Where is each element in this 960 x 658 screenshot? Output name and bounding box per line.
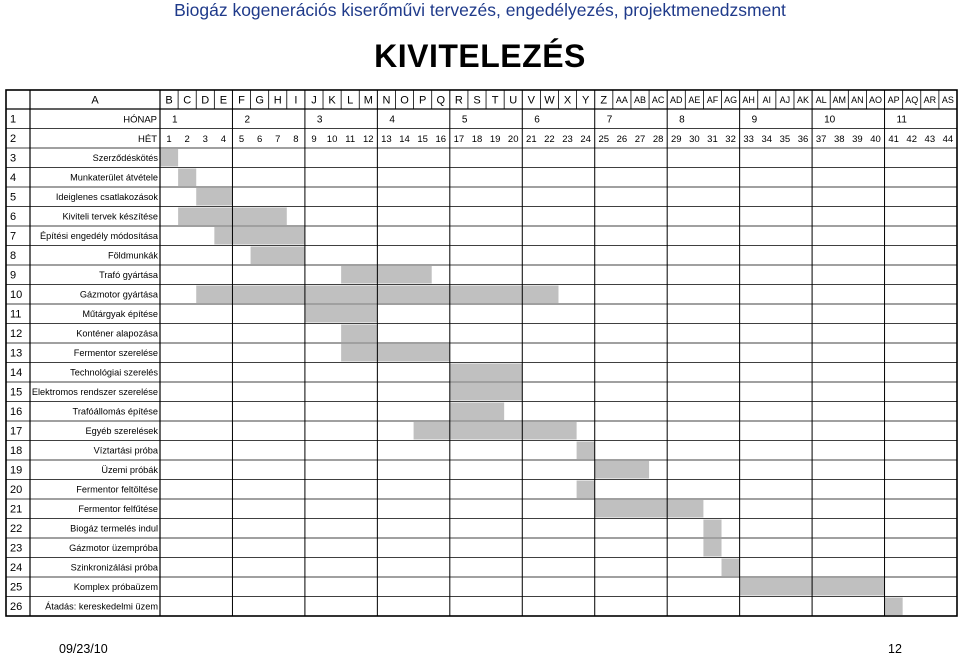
month-number: 1 [172,114,178,126]
gantt-bar [595,461,649,479]
column-letter: K [328,94,336,107]
column-letter: C [183,94,192,107]
column-letter: AO [868,94,882,105]
row-number: 1 [10,113,17,126]
row-number: 20 [10,484,23,497]
column-letter: S [473,94,481,107]
task-name: Szinkronizálási próba [70,562,158,573]
task-name: Földmunkák [107,250,158,261]
month-number: 3 [316,114,323,126]
week-number: 16 [435,133,447,145]
week-number: 31 [707,133,718,145]
row-number: 23 [10,542,23,555]
column-letter: A [91,94,99,107]
row-number: 26 [10,601,23,614]
week-number: 27 [634,133,646,145]
column-letter: J [311,94,317,107]
task-name: Gázmotor üzempróba [69,543,158,554]
week-number: 7 [275,133,281,145]
month-number: 10 [824,114,836,126]
footer-page-number: 12 [888,642,902,656]
row-number: 13 [10,347,23,360]
gantt-bar [178,169,196,187]
column-letter: AR [923,94,937,105]
column-letter: P [418,94,427,107]
week-number: 9 [311,133,317,145]
week-number: 38 [833,133,845,145]
task-name: Egyéb szerelések [85,426,158,437]
column-letter: O [400,94,409,107]
task-name: Víztartási próba [93,445,158,456]
column-letter: AB [634,94,647,105]
week-number: 24 [580,133,591,145]
gantt-bar [450,403,504,421]
row-label-het: HÉT [138,133,157,145]
column-letter: M [363,94,373,107]
week-number: 3 [202,133,208,145]
week-number: 25 [598,133,610,145]
task-name: Fermentor szerelése [73,348,158,359]
task-name: Trafó gyártása [99,270,158,281]
task-name: Gázmotor gyártása [79,289,158,300]
column-letter: AP [887,94,900,105]
week-number: 43 [924,133,936,145]
week-number: 32 [725,133,736,145]
week-number: 44 [942,133,954,145]
task-name: Fermentor felfűtése [78,504,158,515]
row-number: 2 [10,133,17,146]
week-number: 4 [220,133,227,145]
column-letter: N [382,94,391,107]
column-letter: R [454,94,463,107]
column-letter: Y [581,94,590,107]
gantt-bar [196,188,232,206]
week-number: 1 [166,133,172,145]
column-letter: E [219,94,228,107]
week-number: 26 [616,133,628,145]
week-number: 15 [417,133,428,145]
row-number: 4 [10,172,17,185]
column-letter: G [255,94,264,107]
row-number: 11 [10,308,22,321]
week-number: 30 [689,133,700,145]
week-number: 33 [743,133,754,145]
column-letter: AM [832,94,847,105]
month-number: 6 [534,114,540,126]
task-name: Kiviteli tervek készítése [62,211,158,222]
row-number: 25 [10,581,23,594]
column-letter: AQ [905,94,919,105]
week-number: 34 [761,133,773,145]
row-number: 6 [10,211,17,224]
task-name: Biogáz termelés indul [70,523,158,534]
week-number: 29 [670,133,682,145]
week-number: 37 [815,133,827,145]
column-letter: AN [851,94,864,105]
week-number: 36 [797,133,809,145]
task-name: Fermentor feltöltése [76,484,158,495]
gantt-bar [450,383,522,401]
week-number: 11 [345,133,356,145]
page-title: KIVITELEZÉS [374,38,586,74]
month-number: 11 [896,114,907,126]
week-number: 17 [453,133,465,145]
task-name: Elektromos rendszer szerelése [31,387,158,398]
week-number: 5 [238,133,245,145]
week-number: 23 [562,133,573,145]
week-number: 18 [471,133,483,145]
week-number: 8 [293,133,299,145]
column-letter: W [544,94,555,107]
column-letter: AH [742,94,755,105]
gantt-bar [341,325,377,343]
gantt-bar [703,520,721,538]
week-number: 10 [326,133,338,145]
gantt-bar [251,247,305,265]
column-letter: H [273,94,282,107]
week-number: 42 [906,133,918,145]
row-number: 18 [10,445,23,458]
column-letter: Q [436,94,446,107]
row-number: 15 [10,386,23,399]
row-number: 9 [10,269,17,282]
column-letter: B [165,94,173,107]
task-name: Ideiglenes csatlakozások [55,192,158,203]
month-number: 8 [679,114,685,126]
row-number: 22 [10,523,23,536]
column-letter: AI [762,94,772,105]
row-number: 17 [10,425,23,438]
week-number: 13 [381,133,392,145]
column-letter: AF [706,94,719,105]
gantt-bar [595,500,704,518]
column-letter: AE [688,94,701,105]
gantt-bar [722,559,740,577]
row-number: 3 [10,152,17,165]
column-letter: AC [651,94,665,105]
task-name: Trafóállomás építése [72,406,158,417]
gantt-bar [885,598,903,616]
column-letter: Z [600,94,608,107]
month-number: 9 [751,114,758,126]
task-name: Építési engedély módosítása [40,231,158,242]
row-number: 10 [10,289,23,302]
gantt-bar [341,344,450,362]
row-label-honap: HÓNAP [123,114,157,126]
gantt-bar [341,266,432,284]
gantt-bar [577,481,595,499]
week-number: 22 [544,133,555,145]
week-number: 40 [870,133,881,145]
row-number: 24 [10,562,23,575]
week-number: 6 [256,133,263,145]
gantt-bar [450,364,522,382]
column-letter: AK [797,94,810,105]
column-letter: D [201,94,210,107]
task-name: Konténer alapozása [76,328,158,339]
gantt-bar [160,149,178,167]
week-number: 39 [852,133,863,145]
week-number: 35 [779,133,791,145]
column-letter: U [509,94,518,107]
week-number: 14 [399,133,410,145]
week-number: 2 [184,133,190,145]
row-number: 19 [10,464,23,477]
column-letter: AD [669,94,683,105]
month-number: 2 [244,114,251,126]
column-letter: T [491,94,499,107]
column-letter: L [347,94,354,107]
row-number: 21 [10,503,23,516]
task-name: Munkaterület átvétele [70,172,158,183]
gantt-bar [414,422,577,440]
task-name: Technológiai szerelés [70,367,158,378]
week-number: 28 [652,133,664,145]
task-name: Üzemi próbák [101,465,158,476]
week-number: 19 [489,133,501,145]
row-number: 12 [10,328,23,341]
gantt-bar [214,227,305,245]
row-number: 16 [10,406,23,419]
column-letter: AA [615,94,628,105]
column-letter: AG [724,94,738,105]
month-number: 4 [389,114,395,126]
column-letter: X [563,94,572,107]
column-letter: V [527,94,536,107]
document-header-title: Biogáz kogenerációs kiserőművi tervezés, engedélyezés, projektmenedzsment [174,0,786,20]
month-number: 7 [606,114,613,126]
gantt-bar [703,539,721,557]
task-name: Átadás: kereskedelmi üzem [45,601,158,612]
row-number: 8 [10,250,17,263]
gantt-bar [577,442,595,460]
task-name: Műtárgyak építése [82,309,158,320]
gantt-bar [305,305,377,323]
task-name: Szerződéskötés [92,153,158,164]
footer-date: 09/23/10 [59,642,108,656]
column-letter: AS [941,94,954,105]
column-letter: F [238,94,245,107]
column-letter: AJ [779,94,791,105]
column-letter: AL [815,94,827,105]
column-letter: I [294,94,298,107]
row-number: 5 [10,191,17,204]
week-number: 41 [888,133,899,145]
week-number: 21 [526,133,537,145]
task-name: Komplex próbaüzem [73,582,158,593]
week-number: 20 [507,133,519,145]
month-number: 5 [461,114,468,126]
row-number: 14 [10,367,23,380]
row-number: 7 [10,230,17,243]
week-number: 12 [363,133,374,145]
